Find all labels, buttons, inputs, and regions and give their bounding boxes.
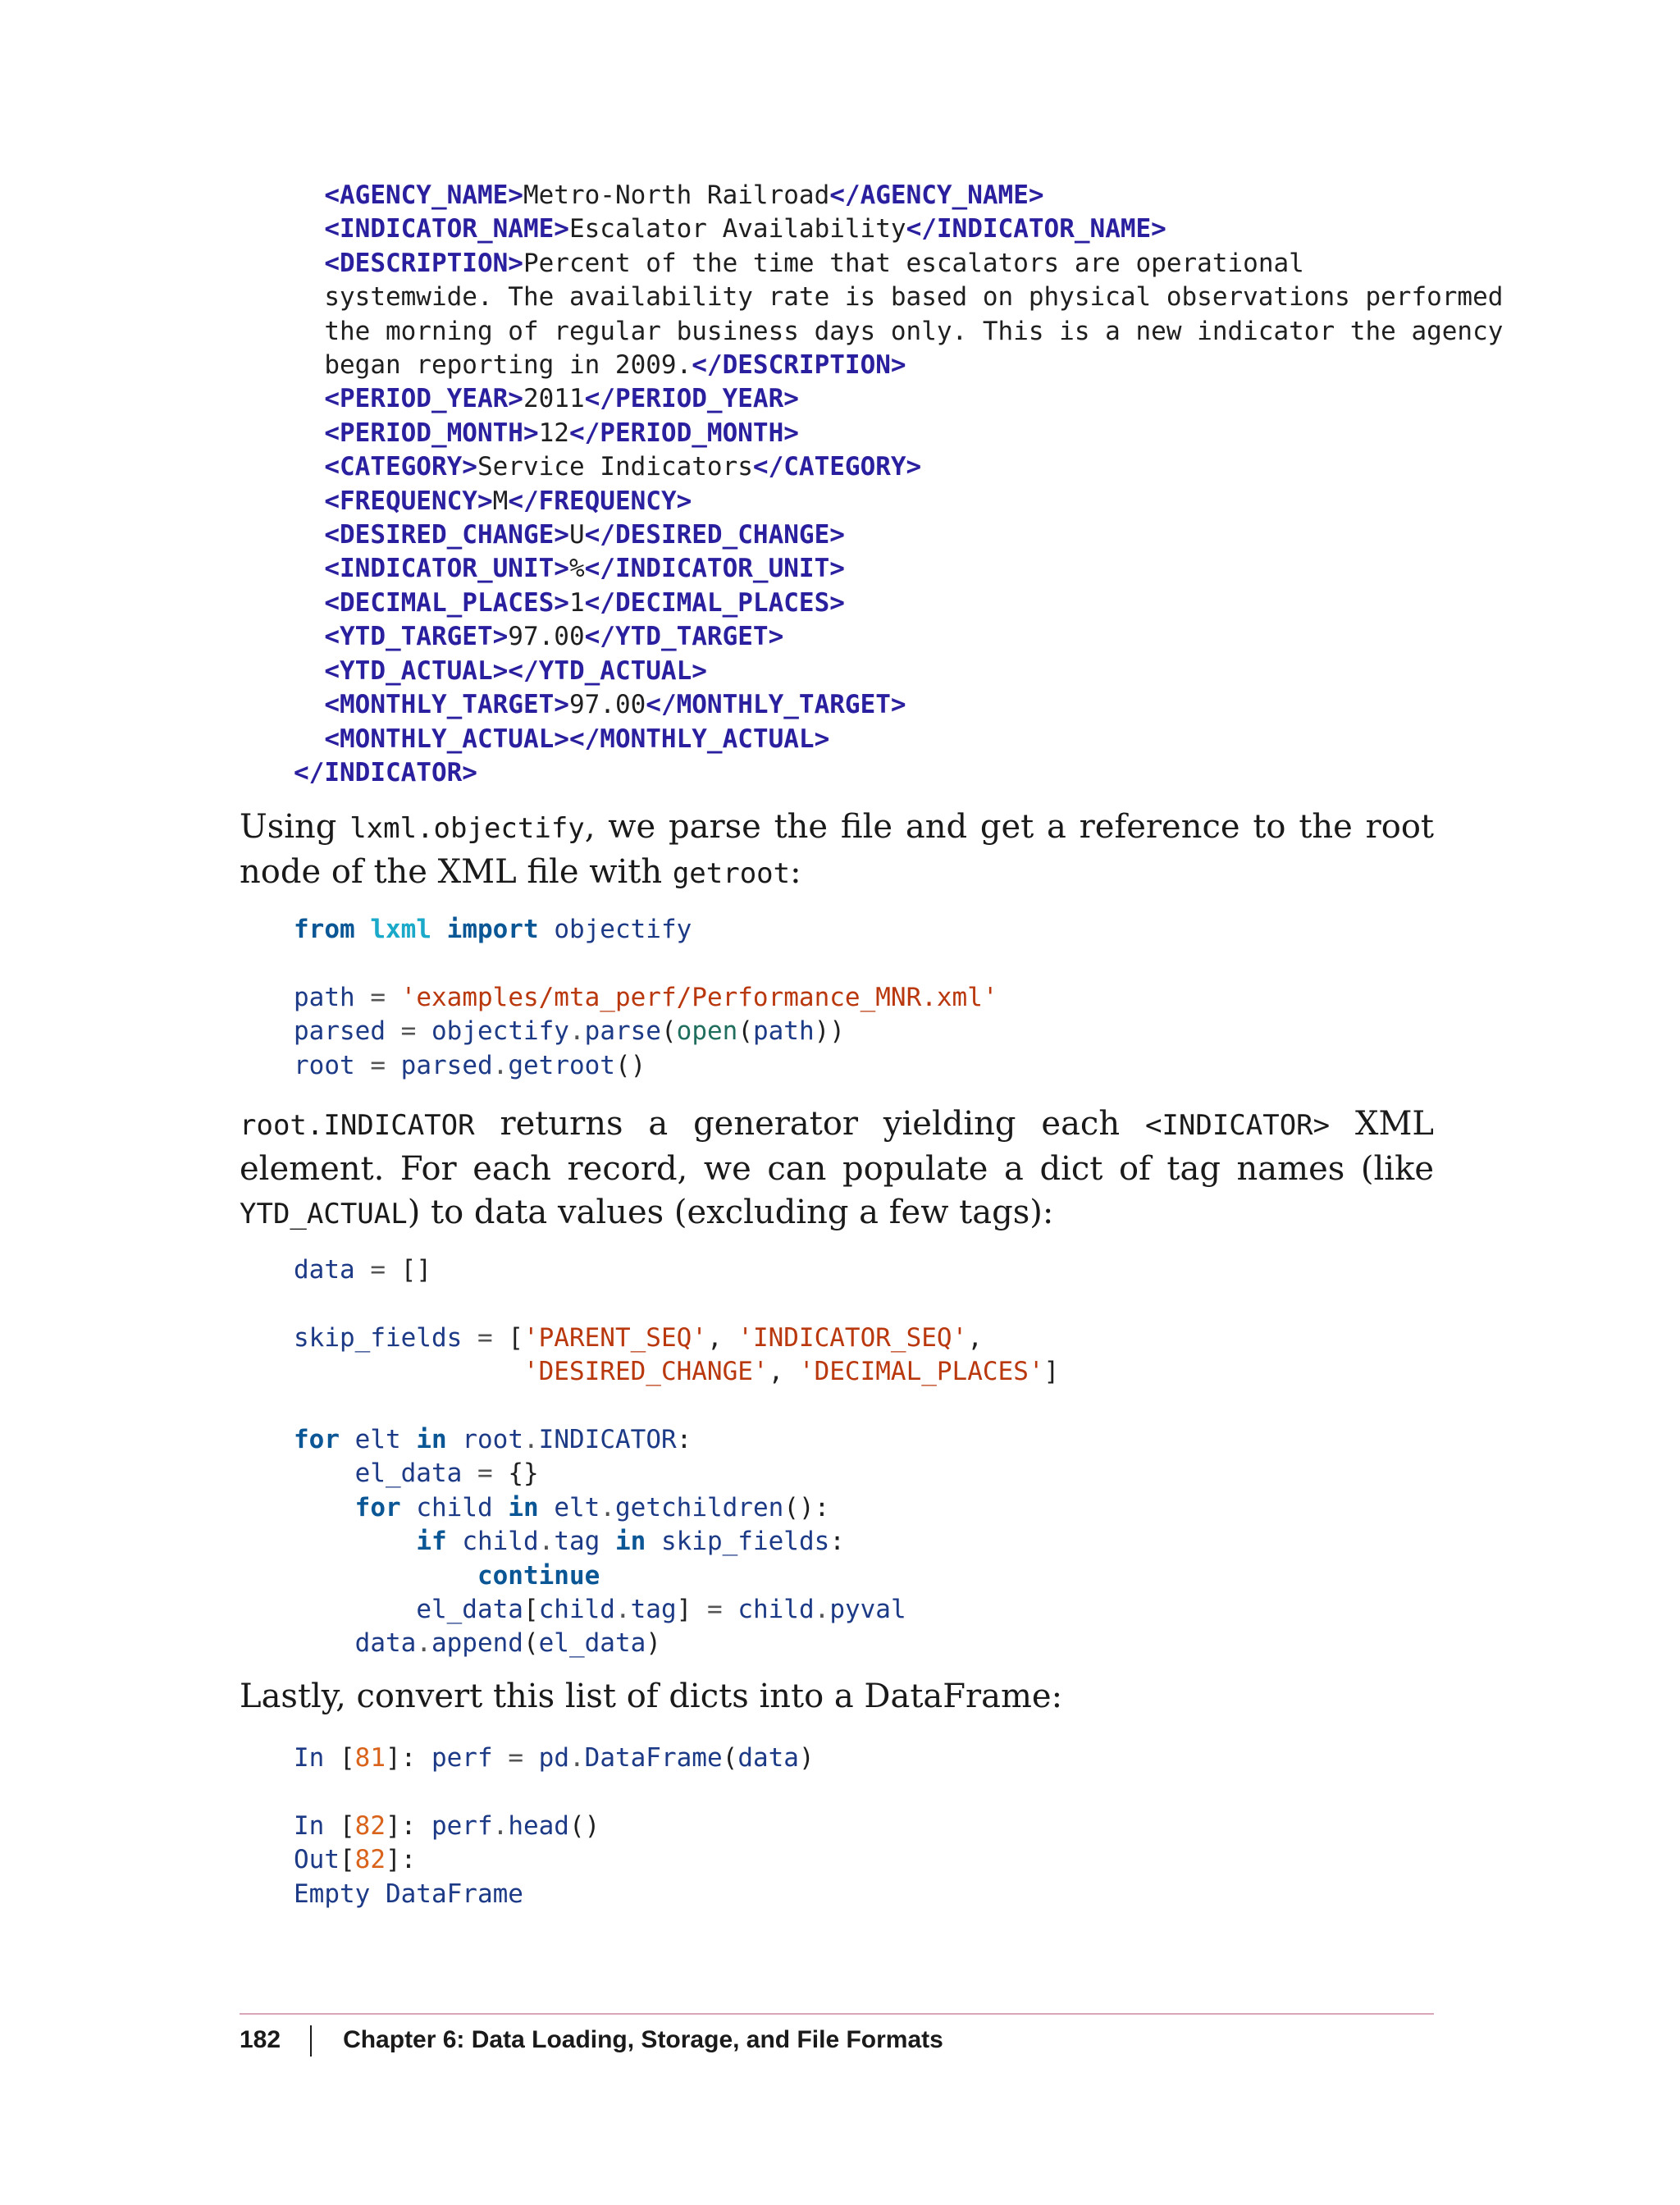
code-token-num: 81 bbox=[354, 1743, 386, 1773]
xml-close-tag: </INDICATOR_NAME> bbox=[906, 214, 1166, 244]
code-line bbox=[294, 350, 906, 380]
code-token-nm: skip_fields bbox=[294, 1322, 463, 1353]
code-line bbox=[294, 1051, 646, 1080]
code-line bbox=[294, 317, 1503, 346]
xml-text: % bbox=[568, 554, 585, 584]
code-line bbox=[294, 1811, 600, 1841]
xml-text: 97.00 bbox=[568, 690, 646, 720]
code-line bbox=[294, 1425, 692, 1454]
code-token-txt bbox=[539, 1493, 555, 1522]
xml-close-tag: </MONTHLY_ACTUAL> bbox=[568, 724, 830, 754]
code-indent bbox=[294, 249, 324, 278]
code-token-op: = bbox=[370, 1050, 386, 1080]
code-token-nm: parsed bbox=[294, 1016, 386, 1047]
code-token-op: . bbox=[614, 1595, 631, 1625]
code-token-txt: )) bbox=[814, 1016, 845, 1047]
text-fragment: XML element. For each record, we can populate a dict of tag names (like bbox=[240, 1105, 1434, 1188]
code-line bbox=[294, 1016, 845, 1046]
code-token-txt: ] bbox=[676, 1595, 707, 1625]
code-token-nm: path bbox=[752, 1016, 815, 1047]
code-token-txt bbox=[431, 915, 447, 944]
code-line bbox=[294, 915, 692, 944]
code-token-txt bbox=[401, 1425, 417, 1454]
code-token-txt bbox=[340, 1425, 355, 1454]
code-token-nm: child bbox=[538, 1595, 615, 1625]
code-token-kw: in bbox=[614, 1527, 646, 1557]
code-token-txt: ) bbox=[798, 1743, 815, 1773]
code-indent bbox=[294, 418, 324, 448]
code-line bbox=[294, 1255, 431, 1285]
code-token-nm: child bbox=[416, 1492, 493, 1522]
code-line bbox=[294, 724, 829, 754]
code-line bbox=[294, 1357, 1059, 1386]
code-token-nm: parse bbox=[584, 1016, 661, 1047]
code-token-kw: in bbox=[508, 1492, 539, 1522]
code-indent bbox=[294, 554, 324, 583]
code-line bbox=[294, 690, 906, 719]
code-token-txt: ( bbox=[737, 1016, 753, 1047]
code-line bbox=[294, 1743, 815, 1773]
code-token-nm: objectify bbox=[554, 915, 692, 944]
code-line bbox=[294, 282, 1503, 312]
code-token-txt bbox=[294, 1357, 523, 1386]
xml-close-tag: </DECIMAL_PLACES> bbox=[584, 587, 845, 618]
code-token-nm: Empty DataFrame bbox=[294, 1879, 523, 1909]
code-token-txt bbox=[294, 1628, 355, 1658]
xml-close-tag: </INDICATOR> bbox=[294, 757, 477, 788]
xml-close-tag: </CATEGORY> bbox=[752, 452, 922, 482]
code-token-kw: in bbox=[416, 1425, 447, 1455]
code-token-txt: ( bbox=[523, 1628, 539, 1659]
xml-close-tag: </DESIRED_CHANGE> bbox=[584, 520, 845, 550]
code-token-nm: objectify bbox=[431, 1016, 569, 1047]
code-token-op: . bbox=[568, 1743, 585, 1773]
code-token-op: = bbox=[477, 1322, 493, 1353]
code-token-txt bbox=[294, 1527, 416, 1556]
code-indent bbox=[294, 317, 324, 346]
xml-text: Metro-North Railroad bbox=[523, 180, 830, 210]
code-line bbox=[294, 1595, 906, 1624]
code-token-txt: ]: bbox=[385, 1743, 431, 1773]
xml-text: Percent of the time that escalators are operational bbox=[523, 248, 1304, 278]
xml-close-tag: </PERIOD_MONTH> bbox=[568, 418, 799, 448]
code-token-nm: perf bbox=[431, 1810, 493, 1841]
code-token-nm: In bbox=[294, 1743, 325, 1773]
code-line bbox=[294, 554, 845, 583]
code-token-txt: , bbox=[768, 1357, 799, 1387]
code-token-txt: () bbox=[568, 1810, 600, 1841]
code-token-nm: root bbox=[294, 1050, 355, 1080]
code-token-op: . bbox=[538, 1527, 555, 1557]
code-token-nm: tag bbox=[630, 1595, 677, 1625]
xml-close-tag: </AGENCY_NAME> bbox=[829, 180, 1044, 210]
code-token-txt: [ bbox=[492, 1322, 523, 1353]
code-token-txt bbox=[386, 1051, 401, 1080]
code-token-txt: [ bbox=[324, 1743, 355, 1773]
code-indent bbox=[294, 350, 324, 380]
xml-close-tag: </FREQUENCY> bbox=[508, 486, 692, 516]
code-token-nm: el_data bbox=[416, 1595, 523, 1625]
code-line bbox=[294, 214, 1166, 244]
code-token-txt: ]: bbox=[386, 1845, 417, 1875]
code-token-txt bbox=[447, 1527, 463, 1556]
code-token-nm: el_data bbox=[538, 1628, 646, 1659]
code-token-nm: data bbox=[294, 1255, 355, 1285]
xml-open-tag: <DESIRED_CHANGE> bbox=[324, 520, 569, 550]
xml-open-tag: <YTD_ACTUAL> bbox=[324, 655, 509, 686]
code-line bbox=[294, 520, 845, 550]
code-line bbox=[294, 1493, 829, 1522]
code-indent bbox=[294, 452, 324, 482]
code-token-op: = bbox=[706, 1595, 723, 1625]
xml-close-tag: </YTD_ACTUAL> bbox=[508, 655, 707, 686]
code-token-nm: head bbox=[508, 1810, 569, 1841]
code-token-txt: [ bbox=[340, 1845, 355, 1875]
xml-text: Service Indicators bbox=[477, 452, 753, 482]
code-token-txt: [ bbox=[523, 1595, 539, 1625]
code-token-kw: from bbox=[294, 915, 355, 944]
code-token-op: . bbox=[568, 1016, 585, 1047]
code-indent bbox=[294, 724, 324, 754]
code-line bbox=[294, 1527, 845, 1556]
python-code-block-parse bbox=[294, 913, 998, 1083]
xml-close-tag: </PERIOD_YEAR> bbox=[584, 384, 799, 414]
code-token-nm: Out bbox=[294, 1845, 340, 1875]
code-token-txt: , bbox=[967, 1322, 983, 1353]
code-token-nm: DataFrame bbox=[584, 1743, 723, 1773]
code-token-txt: ] bbox=[1043, 1357, 1060, 1387]
code-token-kw: continue bbox=[477, 1560, 600, 1591]
inline-code: YTD_ACTUAL bbox=[240, 1198, 408, 1230]
code-line bbox=[294, 1879, 523, 1909]
code-token-op: = bbox=[477, 1459, 493, 1489]
code-indent bbox=[294, 690, 324, 719]
code-token-txt bbox=[493, 1493, 509, 1522]
code-indent bbox=[294, 282, 324, 312]
code-token-txt bbox=[355, 1051, 371, 1080]
code-line bbox=[294, 249, 1304, 278]
inline-code: <INDICATOR> bbox=[1144, 1109, 1331, 1142]
paragraph-objectify-intro bbox=[240, 806, 1434, 896]
code-token-txt bbox=[600, 1527, 615, 1556]
code-line bbox=[294, 1845, 416, 1874]
xml-text: 1 bbox=[568, 587, 585, 618]
code-token-bi: open bbox=[676, 1016, 738, 1047]
xml-open-tag: <INDICATOR_UNIT> bbox=[324, 554, 569, 584]
code-indent bbox=[294, 214, 324, 244]
code-token-nm: data bbox=[354, 1628, 417, 1659]
xml-close-tag: </DESCRIPTION> bbox=[692, 350, 906, 381]
code-token-txt: ( bbox=[722, 1743, 738, 1773]
code-token-txt: ) bbox=[646, 1628, 661, 1659]
xml-open-tag: <DECIMAL_PLACES> bbox=[324, 587, 569, 618]
xml-text: M bbox=[492, 486, 509, 516]
xml-open-tag: <DESCRIPTION> bbox=[324, 248, 523, 278]
code-token-nm: INDICATOR bbox=[538, 1425, 677, 1455]
code-token-nm: getroot bbox=[508, 1050, 615, 1080]
code-token-num: 82 bbox=[354, 1845, 386, 1875]
xml-open-tag: <AGENCY_NAME> bbox=[324, 180, 523, 210]
text-fragment: returns a generator yielding each bbox=[474, 1105, 1145, 1143]
code-indent bbox=[294, 622, 324, 651]
xml-open-tag: <MONTHLY_ACTUAL> bbox=[324, 724, 569, 754]
code-token-op: = bbox=[370, 1255, 386, 1285]
footer-rule bbox=[240, 2013, 1434, 2015]
inline-code: getroot bbox=[672, 857, 791, 890]
code-token-op: . bbox=[600, 1492, 615, 1522]
xml-text: U bbox=[568, 520, 585, 550]
code-token-txt bbox=[386, 1016, 401, 1046]
code-token-txt: (): bbox=[783, 1492, 830, 1522]
xml-text: began reporting in 2009. bbox=[324, 350, 692, 381]
code-line bbox=[294, 384, 799, 413]
xml-text: 12 bbox=[538, 418, 569, 448]
code-token-txt bbox=[355, 915, 371, 944]
xml-open-tag: <FREQUENCY> bbox=[324, 486, 493, 516]
xml-text: 97.00 bbox=[508, 622, 585, 652]
code-token-nm: elt bbox=[554, 1492, 600, 1522]
code-token-op: . bbox=[416, 1628, 431, 1659]
chapter-title: Chapter 6: Data Loading, Storage, and File Formats bbox=[343, 2026, 943, 2053]
code-token-op: = bbox=[508, 1743, 523, 1773]
code-token-nm: perf bbox=[431, 1743, 493, 1773]
code-token-nm: pd bbox=[538, 1743, 569, 1773]
code-indent bbox=[294, 656, 324, 686]
code-token-txt bbox=[462, 1459, 477, 1488]
text-fragment: Using bbox=[240, 808, 350, 846]
code-token-txt: () bbox=[614, 1050, 646, 1080]
code-token-kw: import bbox=[446, 915, 539, 944]
page-footer bbox=[240, 2020, 943, 2061]
code-token-txt bbox=[294, 1595, 416, 1624]
code-token-txt: [ bbox=[324, 1810, 355, 1841]
code-token-txt bbox=[523, 1743, 539, 1773]
code-token-num: 82 bbox=[354, 1810, 386, 1841]
code-token-str: 'DESIRED_CHANGE' bbox=[523, 1357, 769, 1387]
code-indent bbox=[294, 520, 324, 550]
paragraph-dataframe-intro: Lastly, convert this list of dicts into a DataFrame: bbox=[240, 1678, 1063, 1715]
code-line bbox=[294, 1628, 661, 1658]
xml-code-block bbox=[294, 179, 1503, 790]
code-token-txt: ( bbox=[660, 1016, 677, 1047]
code-token-nm: root bbox=[462, 1425, 523, 1455]
code-token-nm: pyval bbox=[829, 1595, 906, 1625]
code-token-str: 'DECIMAL_PLACES' bbox=[798, 1357, 1044, 1387]
code-token-nm: data bbox=[737, 1743, 799, 1773]
code-line bbox=[294, 622, 783, 651]
code-token-txt: {} bbox=[492, 1459, 539, 1489]
code-indent bbox=[294, 384, 324, 413]
inline-code: lxml.objectify bbox=[349, 812, 585, 845]
code-indent bbox=[294, 588, 324, 618]
footer-separator bbox=[310, 2025, 312, 2057]
code-token-mod: lxml bbox=[370, 915, 431, 944]
code-token-txt bbox=[355, 1255, 371, 1285]
xml-text: Escalator Availability bbox=[568, 214, 906, 244]
ipython-code-block-dataframe bbox=[294, 1742, 815, 1911]
code-line bbox=[294, 486, 692, 516]
code-token-txt: : bbox=[676, 1425, 692, 1455]
code-token-kw: for bbox=[354, 1492, 401, 1522]
code-token-txt bbox=[294, 1459, 355, 1488]
code-token-nm: skip_fields bbox=[660, 1527, 830, 1557]
code-line bbox=[294, 1323, 983, 1353]
xml-text: systemwide. The availability rate is based on physical observations performed bbox=[324, 282, 1504, 313]
code-line bbox=[294, 983, 998, 1012]
xml-open-tag: <MONTHLY_TARGET> bbox=[324, 690, 569, 720]
code-token-op: = bbox=[370, 982, 386, 1012]
code-token-nm: append bbox=[431, 1628, 523, 1659]
xml-open-tag: <YTD_TARGET> bbox=[324, 622, 509, 652]
code-token-op: . bbox=[814, 1595, 830, 1625]
code-token-txt bbox=[493, 1743, 509, 1773]
code-token-kw: for bbox=[294, 1425, 340, 1455]
code-token-str: 'INDICATOR_SEQ' bbox=[737, 1322, 968, 1353]
code-token-nm: parsed bbox=[400, 1050, 493, 1080]
code-line bbox=[294, 588, 845, 618]
code-line bbox=[294, 180, 1044, 210]
code-token-nm: path bbox=[294, 982, 355, 1012]
code-token-txt bbox=[723, 1595, 738, 1624]
inline-code: root.INDICATOR bbox=[240, 1109, 475, 1142]
code-indent bbox=[294, 180, 324, 210]
code-token-str: 'PARENT_SEQ' bbox=[523, 1322, 707, 1353]
code-token-txt: ]: bbox=[385, 1810, 431, 1841]
code-line bbox=[294, 758, 477, 788]
xml-open-tag: <PERIOD_YEAR> bbox=[324, 384, 523, 414]
code-line bbox=[294, 452, 921, 482]
code-token-txt bbox=[386, 983, 401, 1012]
xml-open-tag: <PERIOD_MONTH> bbox=[324, 418, 539, 448]
code-token-op: . bbox=[492, 1810, 509, 1841]
paragraph-indicator-generator bbox=[240, 1102, 1434, 1236]
xml-close-tag: </MONTHLY_TARGET> bbox=[646, 690, 906, 720]
code-token-txt bbox=[447, 1425, 463, 1454]
code-token-op: = bbox=[400, 1016, 417, 1047]
code-token-str: 'examples/mta_perf/Performance_MNR.xml' bbox=[400, 982, 998, 1012]
code-line bbox=[294, 418, 799, 448]
text-fragment: ) to data values (excluding a few tags): bbox=[407, 1194, 1054, 1231]
code-token-kw: if bbox=[416, 1527, 447, 1557]
code-line bbox=[294, 1459, 539, 1488]
code-token-txt bbox=[294, 1561, 477, 1591]
code-line bbox=[294, 656, 707, 686]
code-token-op: . bbox=[492, 1050, 509, 1080]
code-token-txt bbox=[416, 1016, 431, 1046]
code-token-nm: elt bbox=[354, 1425, 401, 1455]
xml-open-tag: <INDICATOR_NAME> bbox=[324, 214, 569, 244]
code-token-nm: child bbox=[462, 1527, 539, 1557]
code-indent bbox=[294, 486, 324, 516]
code-token-txt: [] bbox=[386, 1255, 431, 1285]
code-token-nm: tag bbox=[554, 1527, 600, 1557]
code-token-txt bbox=[401, 1493, 417, 1522]
python-code-block-loop bbox=[294, 1253, 1059, 1661]
xml-text: 2011 bbox=[523, 384, 585, 414]
code-token-nm: getchildren bbox=[615, 1492, 784, 1522]
page-number: 182 bbox=[240, 2026, 281, 2053]
xml-close-tag: </YTD_TARGET> bbox=[584, 622, 784, 652]
xml-text: the morning of regular business days only. This is a new indicator the agency bbox=[324, 316, 1504, 346]
code-token-op: . bbox=[523, 1425, 539, 1455]
code-token-txt bbox=[646, 1527, 661, 1556]
text-fragment: : bbox=[790, 853, 801, 891]
code-token-txt: : bbox=[829, 1527, 845, 1557]
code-token-txt bbox=[462, 1323, 477, 1353]
xml-close-tag: </INDICATOR_UNIT> bbox=[584, 554, 845, 584]
code-token-nm: child bbox=[737, 1595, 815, 1625]
code-token-nm: In bbox=[294, 1810, 325, 1841]
code-token-txt: , bbox=[706, 1322, 738, 1353]
xml-open-tag: <CATEGORY> bbox=[324, 452, 477, 482]
text-fragment: , we parse the file and get a reference to the root node of the XML file with bbox=[240, 808, 1434, 891]
code-token-txt bbox=[539, 915, 555, 944]
code-line bbox=[294, 1561, 600, 1591]
code-token-txt bbox=[355, 983, 371, 1012]
code-token-nm: el_data bbox=[354, 1459, 463, 1489]
code-token-txt bbox=[294, 1493, 355, 1522]
